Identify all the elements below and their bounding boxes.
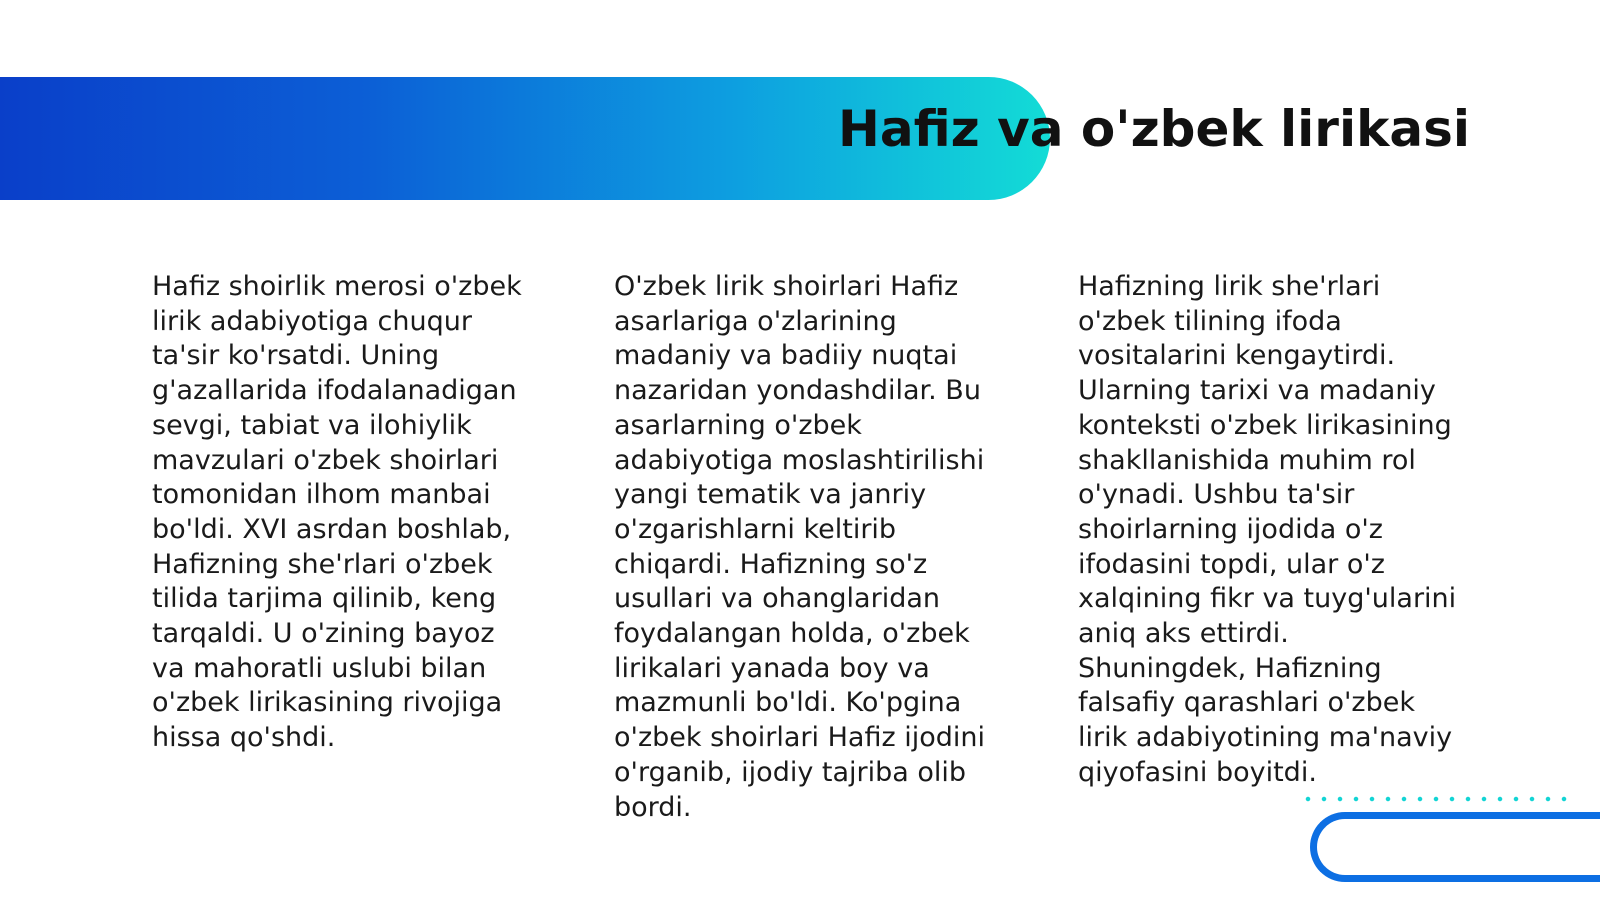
text-column-3: Hafizning lirik she'rlari o'zbek tilining ifoda vositalarini kengaytirdi. Ularning tarixi va madaniy konteksti o'zbek lirikasining shakllanishida muhim rol o'ynadi. Ushbu ta'sir shoirlarning ijodida o'z ifodasini topdi, ular o'z xalqining fikr va tuyg'ularini aniq aks ettirdi. Shuningdek, Hafizning falsafiy qarashlari o'zbek lirik adabiyotining ma'naviy qiyofasini boyitdi. bbox=[1078, 271, 1457, 788]
decorative-ring bbox=[1310, 812, 1600, 882]
text-column-2: O'zbek lirik shoirlari Hafiz asarlariga o'zlarining madaniy va badiiy nuqtai nazaridan yondashdilar. Bu asarlarning o'zbek adabiyotiga moslashtirilishi yangi tematik va janriy o'zgarishlarni keltirib chiqardi. Hafizning so'z usullari va ohanglaridan foydalangan holda, o'zbek lirikalari yanada boy va mazmunli bo'ldi. Ko'pgina o'zbek shoirlari Hafiz ijodini o'rganib, ijodiy tajriba olib bordi. bbox=[614, 271, 985, 823]
text-column-1: Hafiz shoirlik merosi o'zbek lirik adabiyotiga chuqur ta'sir ko'rsatdi. Uning g'azallarida ifodalanadigan sevgi, tabiat va ilohiylik mavzulari o'zbek shoirlari tomonidan ilhom manbai bo'ldi. XVI asrdan boshlab, Hafizning she'rlari o'zbek tilida tarjima qilinib, keng tarqaldi. U o'zining bayoz va mahoratli uslubi bilan o'zbek lirikasining rivojiga hissa qo'shdi. bbox=[152, 271, 522, 754]
slide-title: Hafiz va o'zbek lirikasi bbox=[838, 100, 1470, 158]
decorative-dots bbox=[1300, 796, 1570, 802]
